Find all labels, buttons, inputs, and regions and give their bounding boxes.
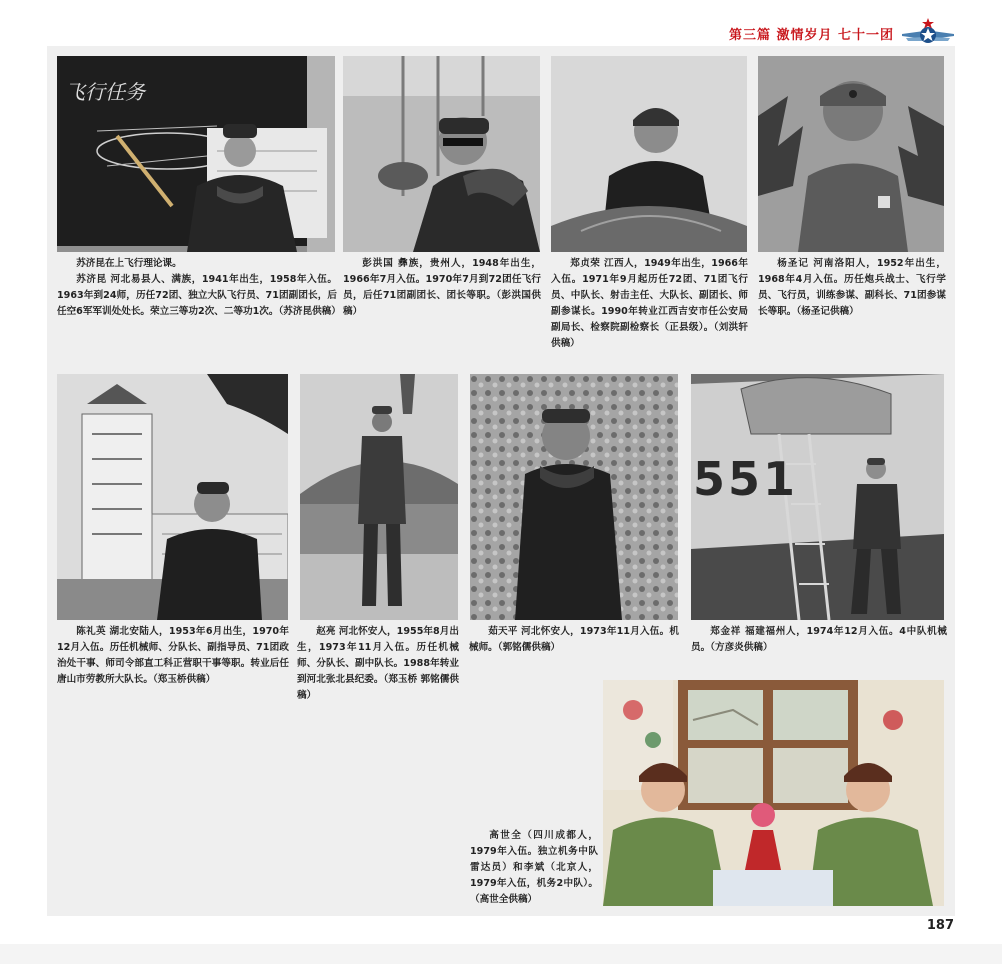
photo-pilot-cockpit: [551, 56, 747, 252]
blackboard-text: 飞行任务: [65, 80, 145, 104]
photo-leather-jacket: [470, 374, 678, 620]
photo-aircraft-mechanic: [691, 374, 944, 620]
running-header: [600, 20, 894, 46]
photo-soldier-star-cap: [758, 56, 944, 252]
caption-9-body: 高世全（四川成都人，1979年入伍。独立机务中队雷达员）和李斌（北京人，1979年入伍，机务2中队）。（高世全供稿）: [470, 830, 598, 905]
photo-blackboard-lecture: [57, 56, 335, 252]
aircraft-number: 551: [693, 452, 799, 506]
caption-3: [551, 256, 748, 352]
caption-6: [297, 624, 459, 704]
caption-7-body: 茹天平 河北怀安人，1973年11月入伍。机械师。（郭铭儒供稿）: [469, 626, 679, 653]
caption-1: [57, 256, 341, 320]
page-number: 187: [926, 918, 954, 933]
caption-2: [343, 256, 541, 320]
photo-tower-building: [57, 374, 288, 620]
caption-6-body: 赵亮 河北怀安人，1955年8月出生，1973年11月入伍。历任机械师、分队长、副中队长。1988年转业到河北张北县纪委。（郑玉桥 郭铭儒供稿）: [297, 626, 459, 701]
caption-9: [470, 828, 598, 908]
photo-pilot-sunglasses: [343, 56, 540, 252]
caption-5-body: 陈礼英 湖北安陆人，1953年6月出生，1970年12月入伍。历任机械师、分队长、副指导员、71团政治处干事、师司令部直工科正营职干事等职。转业后任唐山市劳教所大队长。（郑玉桥供稿）: [57, 626, 289, 685]
caption-4-body: 杨圣记 河南洛阳人，1952年出生，1968年4月入伍。历任炮兵战士、飞行学员、飞行员，训练参谋、副科长、71团参谋长等职。（杨圣记供稿）: [758, 258, 946, 317]
page-footer-band: [0, 944, 1002, 964]
caption-1-body: 苏济昆 河北易县人、满族，1941年出生，1958年入伍。1963年到24师，历任72团、独立大队飞行员、71团副团长，后任空6军军训处处长。荣立三等功2次、二等功1次。（苏济昆供稿）: [57, 274, 341, 317]
caption-3-body: 郑贞荣 江西人，1949年出生，1966年入伍。1971年9月起历任72团、71团飞行员、中队长、射击主任、大队长、副团长、师副参谋长。1990年转业江西吉安市任公安局副局长、检察院副检察长（正县级）。（刘洪轩供稿）: [551, 258, 748, 349]
photo-standing-soldier: [300, 374, 458, 620]
caption-2-body: 彭洪国 彝族，贵州人，1948年出生，1966年7月入伍。1970年7月到72团任飞行员，后任71团副团长、团长等职。（彭洪国供稿）: [343, 258, 541, 317]
caption-8-body: 郑金祥 福建福州人，1974年12月入伍。4中队机械员。（方彦炎供稿）: [691, 626, 947, 653]
caption-4: [758, 256, 946, 320]
caption-5: [57, 624, 289, 688]
caption-8: [691, 624, 947, 656]
header-title: 第三篇 激情岁月 七十一团: [728, 27, 894, 43]
photo-two-soldiers-color: [603, 680, 944, 906]
caption-7: [469, 624, 679, 656]
caption-1-line1: 苏济昆在上飞行理论课。: [76, 258, 182, 269]
